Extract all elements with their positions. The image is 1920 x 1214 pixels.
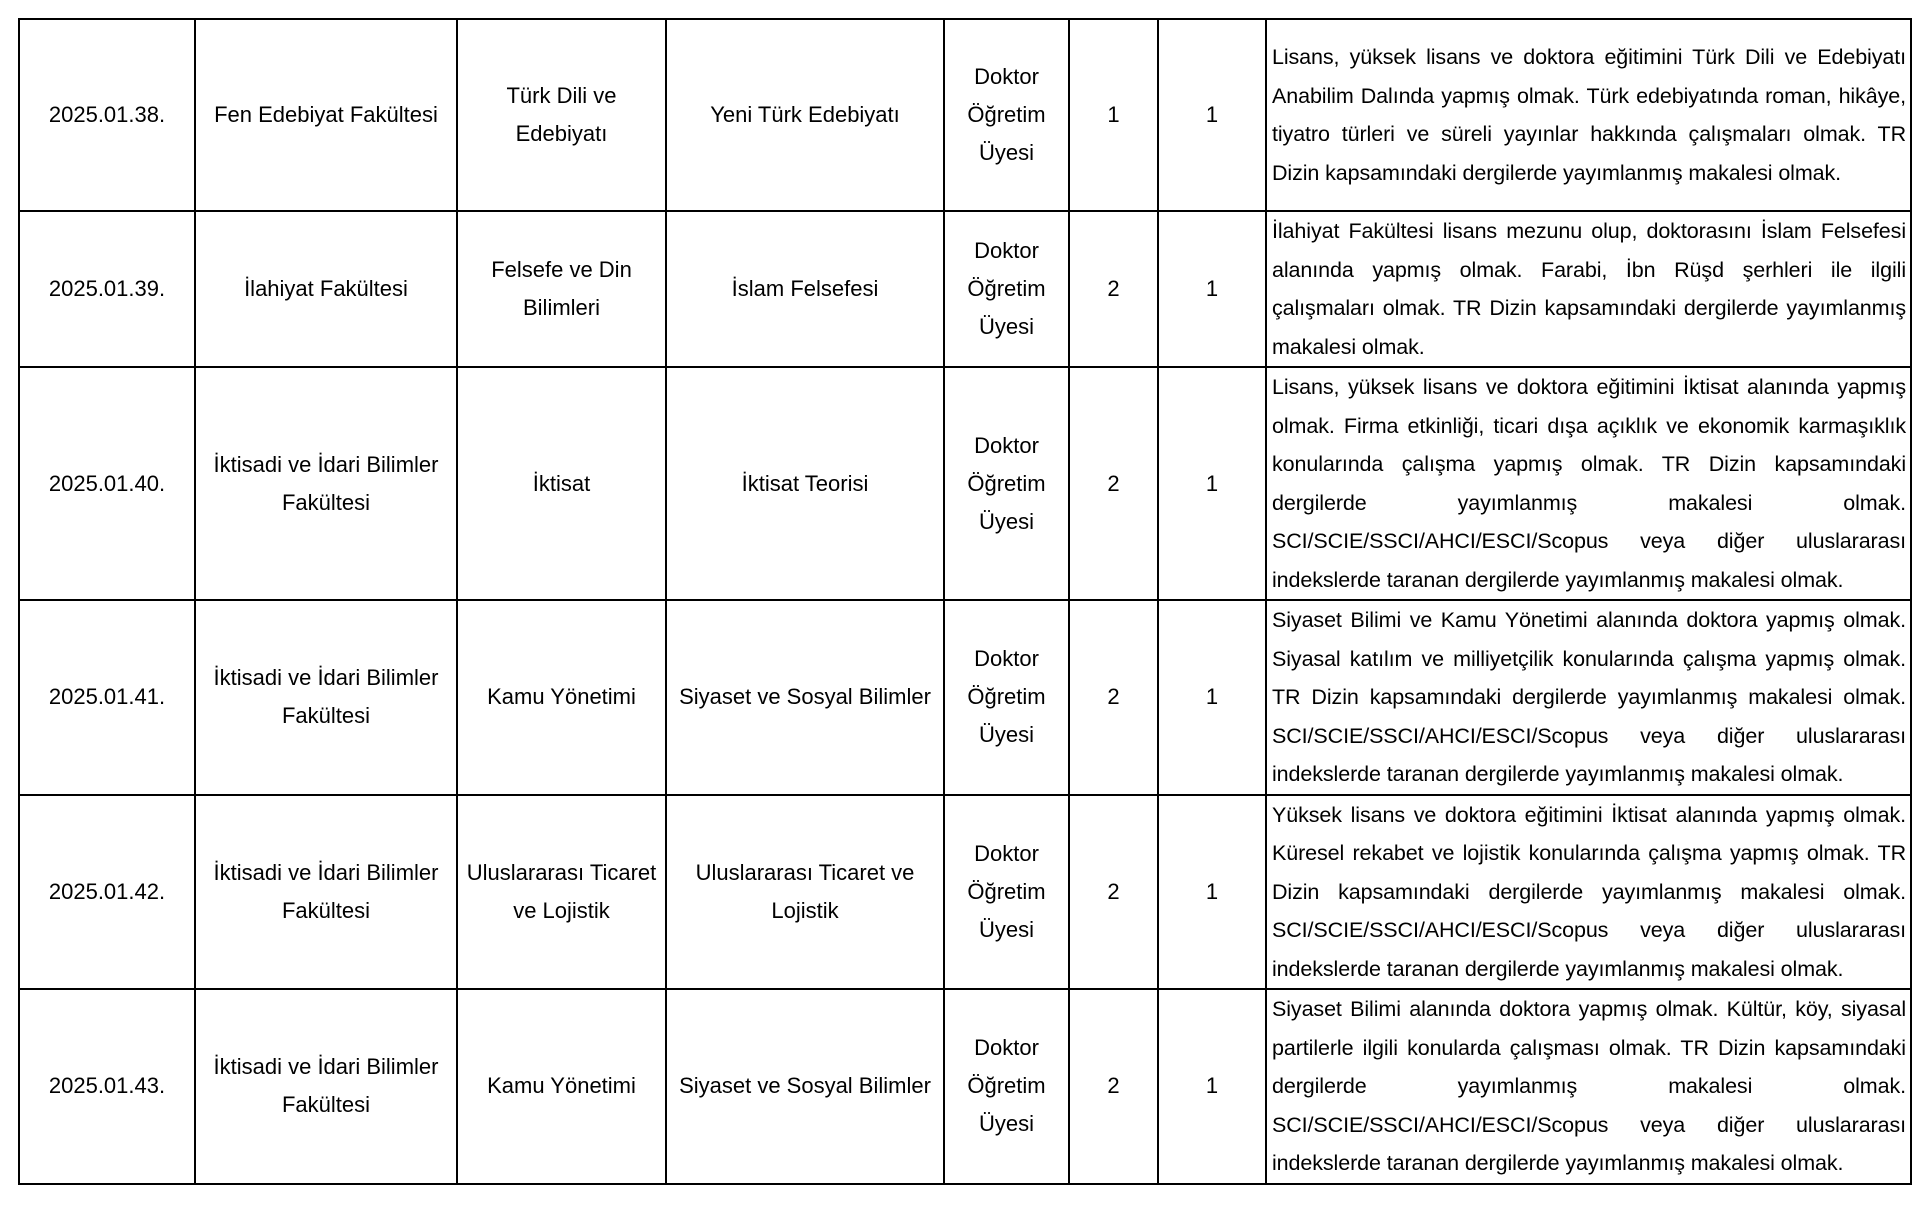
derece: 2 bbox=[1069, 367, 1158, 600]
aciklama: Lisans, yüksek lisans ve doktora eğitimini İktisat alanında yapmış olmak. Firma etkinliği, ticari dışa açıklık ve ekonomik karmaşıklık konularında çalışma yapmış olmak. TR Dizin kapsamındaki dergilerde yayımlanmış makalesi olmak. SCI/SCIE/SSCI/AHCI/ESCI/Scopus veya diğer uluslararası indekslerde taranan dergilerde yayımlanmış makalesi olmak. bbox=[1266, 367, 1911, 600]
ilan-no: 2025.01.42. bbox=[19, 795, 195, 990]
fakulte: İktisadi ve İdari Bilimler Fakültesi bbox=[195, 795, 457, 990]
fakulte: İktisadi ve İdari Bilimler Fakültesi bbox=[195, 989, 457, 1184]
anabilim-dali: Siyaset ve Sosyal Bilimler bbox=[666, 600, 944, 795]
ilan-no: 2025.01.38. bbox=[19, 19, 195, 211]
bolum: Felsefe ve Din Bilimleri bbox=[457, 211, 666, 367]
bolum: Türk Dili ve Edebiyatı bbox=[457, 19, 666, 211]
kadro-adet: 1 bbox=[1158, 211, 1266, 367]
table-row bbox=[19, 211, 1911, 367]
table-row bbox=[19, 600, 1911, 795]
table-row bbox=[19, 989, 1911, 1184]
derece: 1 bbox=[1069, 19, 1158, 211]
aciklama: Lisans, yüksek lisans ve doktora eğitimini Türk Dili ve Edebiyatı Anabilim Dalında yapmış olmak. Türk edebiyatında roman, hikâye, tiyatro türleri ve süreli yayınlar hakkında çalışmaları olmak. TR Dizin kapsamındaki dergilerde yayımlanmış makalesi olmak. bbox=[1266, 19, 1911, 211]
aciklama: Siyaset Bilimi ve Kamu Yönetimi alanında doktora yapmış olmak. Siyasal katılım ve milliyetçilik konularında çalışma yapmış olmak. TR Dizin kapsamındaki dergilerde yayımlanmış makalesi olmak. SCI/SCIE/SSCI/AHCI/ESCI/Scopus veya diğer uluslararası indekslerde taranan dergilerde yayımlanmış makalesi olmak. bbox=[1266, 600, 1911, 795]
anabilim-dali: Yeni Türk Edebiyatı bbox=[666, 19, 944, 211]
fakulte: İktisadi ve İdari Bilimler Fakültesi bbox=[195, 600, 457, 795]
anabilim-dali: Uluslararası Ticaret ve Lojistik bbox=[666, 795, 944, 990]
fakulte: İktisadi ve İdari Bilimler Fakültesi bbox=[195, 367, 457, 600]
ilan-no: 2025.01.40. bbox=[19, 367, 195, 600]
kadro-adet: 1 bbox=[1158, 795, 1266, 990]
aciklama: Yüksek lisans ve doktora eğitimini İktisat alanında yapmış olmak. Küresel rekabet ve lojistik konularında çalışma yapmış olmak. TR Dizin kapsamındaki dergilerde yayımlanmış makalesi olmak. SCI/SCIE/SSCI/AHCI/ESCI/Scopus veya diğer uluslararası indekslerde taranan dergilerde yayımlanmış makalesi olmak. bbox=[1266, 795, 1911, 990]
kadro-adet: 1 bbox=[1158, 600, 1266, 795]
aciklama: İlahiyat Fakültesi lisans mezunu olup, doktorasını İslam Felsefesi alanında yapmış olmak. Farabi, İbn Rüşd şerhleri ile ilgili çalışmaları olmak. TR Dizin kapsamındaki dergilerde yayımlanmış makalesi olmak. bbox=[1266, 211, 1911, 367]
fakulte: Fen Edebiyat Fakültesi bbox=[195, 19, 457, 211]
ilan-no: 2025.01.39. bbox=[19, 211, 195, 367]
unvan: Doktor Öğretim Üyesi bbox=[944, 795, 1069, 990]
unvan: Doktor Öğretim Üyesi bbox=[944, 367, 1069, 600]
kadro-adet: 1 bbox=[1158, 989, 1266, 1184]
table-row bbox=[19, 19, 1911, 211]
kadro-adet: 1 bbox=[1158, 19, 1266, 211]
table-row bbox=[19, 795, 1911, 990]
unvan: Doktor Öğretim Üyesi bbox=[944, 600, 1069, 795]
anabilim-dali: Siyaset ve Sosyal Bilimler bbox=[666, 989, 944, 1184]
bolum: İktisat bbox=[457, 367, 666, 600]
anabilim-dali: İslam Felsefesi bbox=[666, 211, 944, 367]
derece: 2 bbox=[1069, 795, 1158, 990]
table-row bbox=[19, 367, 1911, 600]
bolum: Uluslararası Ticaret ve Lojistik bbox=[457, 795, 666, 990]
bolum: Kamu Yönetimi bbox=[457, 989, 666, 1184]
derece: 2 bbox=[1069, 211, 1158, 367]
ilan-no: 2025.01.41. bbox=[19, 600, 195, 795]
aciklama: Siyaset Bilimi alanında doktora yapmış olmak. Kültür, köy, siyasal partilerle ilgili konularda çalışması olmak. TR Dizin kapsamındaki dergilerde yayımlanmış makalesi olmak. SCI/SCIE/SSCI/AHCI/ESCI/Scopus veya diğer uluslararası indekslerde taranan dergilerde yayımlanmış makalesi olmak. bbox=[1266, 989, 1911, 1184]
kadro-adet: 1 bbox=[1158, 367, 1266, 600]
anabilim-dali: İktisat Teorisi bbox=[666, 367, 944, 600]
derece: 2 bbox=[1069, 989, 1158, 1184]
derece: 2 bbox=[1069, 600, 1158, 795]
faculty-positions-table bbox=[18, 18, 1912, 1185]
unvan: Doktor Öğretim Üyesi bbox=[944, 211, 1069, 367]
unvan: Doktor Öğretim Üyesi bbox=[944, 989, 1069, 1184]
bolum: Kamu Yönetimi bbox=[457, 600, 666, 795]
fakulte: İlahiyat Fakültesi bbox=[195, 211, 457, 367]
ilan-no: 2025.01.43. bbox=[19, 989, 195, 1184]
unvan: Doktor Öğretim Üyesi bbox=[944, 19, 1069, 211]
